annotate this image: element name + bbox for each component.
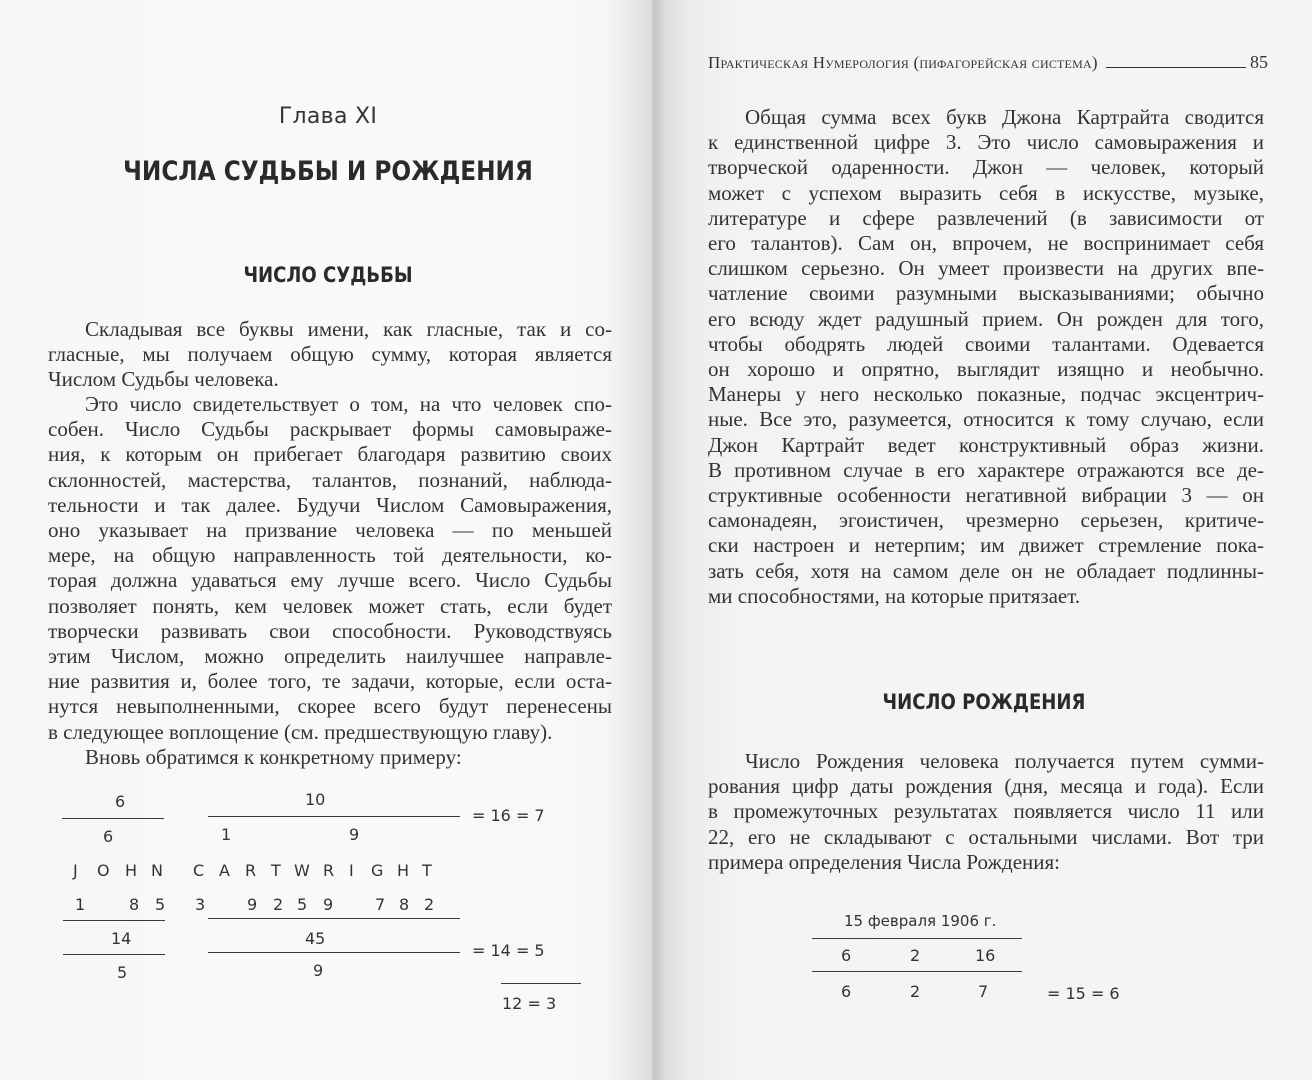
chapter-title: ЧИСЛА СУДЬБЫ И РОЖДЕНИЯ: [123, 156, 533, 187]
running-head: [708, 52, 1268, 73]
cartwright-letter: R: [323, 861, 335, 880]
text-line: торая должна удаваться ему лучше всего. Число Судьбы: [48, 568, 612, 593]
text-line: этим Числом, можно определить наилучшее направле-: [48, 644, 612, 669]
birth-result: = 15 = 6: [1047, 984, 1120, 1003]
divider-line: [501, 983, 581, 984]
cartwright-letter: A: [219, 861, 230, 880]
john-vowel-sum: 6: [115, 792, 126, 811]
cartwright-consonant-digit: 3: [195, 895, 206, 914]
total-result: 12 = 3: [502, 994, 557, 1013]
text-line: чатление своими разумными высказываниями; обычно: [708, 281, 1264, 306]
text-line: ски настроен и нетерпим; им движет стремление пока-: [708, 533, 1264, 558]
divider-line: [208, 918, 460, 919]
divider-line: [63, 920, 165, 921]
text-line: позволяет понять, кем человек может стать, если будет: [48, 593, 612, 618]
cartwright-letter: H: [397, 861, 410, 880]
text-line: Складывая все буквы имени, как гласные, так и со-: [85, 317, 612, 341]
divider-line: [63, 954, 165, 955]
text-line: может с успехом выразить себя в искусстве, музыке,: [708, 180, 1264, 205]
cartwright-letter: T: [422, 861, 432, 880]
text-line: в промежуточных результатах появляется число 11 или: [708, 799, 1264, 824]
text-line: ми способностями, на которые притязает.: [708, 583, 1081, 608]
cartwright-consonant-sum: 45: [305, 929, 326, 948]
text-line: 22, его не складывают с остальными числами. Вот три: [708, 824, 1264, 849]
cartwright-consonant-digit: 7: [375, 895, 386, 914]
text-line: структивные особенности негативной вибрации 3 — он: [708, 483, 1264, 508]
text-line: чтобы ободрять людей своими талантами. Одевается: [708, 331, 1264, 356]
text-line: Это число свидетельствует о том, на что человек спо-: [85, 392, 612, 416]
john-consonant-digit: 5: [155, 895, 166, 914]
text-line: гласные, мы получаем общую сумму, которая является: [48, 342, 612, 367]
cartwright-vowel-digit: 9: [349, 825, 360, 844]
text-line: Манеры у него несколько показные, подчас эксцентрич-: [708, 382, 1264, 407]
cartwright-consonant-digit: 2: [273, 895, 284, 914]
divider-line: [62, 818, 164, 819]
section-title-birth: ЧИСЛО РОЖДЕНИЯ: [882, 690, 1086, 714]
text-line: творческой одаренности. Джон — человек, который: [708, 155, 1264, 180]
text-line: оно указывает на призвание человека — по меньшей: [48, 518, 612, 543]
text-line: ние развития и, более того, те задачи, которые, если оста-: [48, 669, 612, 694]
text-line: литературе и сфере развлечений (в зависимости от: [708, 205, 1264, 230]
text-line: Джон Картрайт ведет конструктивный образ жизни.: [708, 432, 1264, 457]
text-line: Вновь обратимся к конкретному примеру:: [85, 745, 462, 769]
john-letter: O: [97, 861, 110, 880]
cartwright-letter: I: [349, 861, 354, 880]
text-line: к единственной цифре 3. Это число самовыражения и: [708, 130, 1264, 155]
running-head-title: Практическая Нумерология (пифагорейская система): [708, 53, 1098, 72]
birth-row1-value: 2: [910, 946, 921, 965]
cartwright-vowel-digit: 1: [221, 825, 232, 844]
birth-row2-value: 7: [978, 982, 989, 1001]
cartwright-letter: C: [193, 861, 205, 880]
text-line: в следующее воплощение (см. предшествующую главу).: [48, 719, 553, 744]
john-consonant-digit: 8: [129, 895, 140, 914]
text-line: ния, к которым он прибегает благодаря развитию своих: [48, 442, 612, 467]
cartwright-consonant-reduced: 9: [313, 961, 324, 980]
text-line: Общая сумма всех букв Джона Картрайта сводится: [745, 105, 1264, 129]
divider-line: [208, 952, 460, 953]
page-number: 85: [1250, 52, 1268, 72]
text-line: слишком серьезно. Он умеет произвести на других впе-: [708, 256, 1264, 281]
text-line: тельности и так далее. Будучи Числом Самовыражения,: [48, 492, 612, 517]
text-line: В противном случае в его характере отражаются все де-: [708, 457, 1264, 482]
birth-row2-value: 6: [841, 982, 852, 1001]
text-line: нутся невыполненными, скорее всего будут перенесены: [48, 694, 612, 719]
text-line: мере, на общую направленность той деятельности, ко-: [48, 543, 612, 568]
text-line: зать себя, хотя на самом деле он не обладает подлинны-: [708, 558, 1264, 583]
text-line: ные. Все это, разумеется, относится к тому случаю, если: [708, 407, 1264, 432]
text-line: он хорошо и опрятно, выглядит изящно и необычно.: [708, 357, 1264, 382]
consonants-result: = 14 = 5: [472, 941, 545, 960]
text-line: его всюду ждет радушный прием. Он рожден для того,: [708, 306, 1264, 331]
running-head-rule: [1106, 67, 1246, 68]
section-title-destiny: ЧИСЛО СУДЬБЫ: [243, 263, 413, 287]
book-gutter: [652, 0, 656, 1080]
cartwright-consonant-digit: 8: [399, 895, 410, 914]
text-line: самонадеян, эгоистичен, чрезмерно серьезен, критиче-: [708, 508, 1264, 533]
paragraph-example-interpretation: [708, 105, 1264, 609]
john-letter: N: [151, 861, 163, 880]
text-line: Число Рождения человека получается путем сумми-: [745, 749, 1264, 773]
birth-date: 15 февраля 1906 г.: [844, 912, 997, 930]
cartwright-consonant-digit: 9: [323, 895, 334, 914]
john-vowel-digit: 6: [103, 827, 114, 846]
john-consonant-sum: 14: [111, 929, 132, 948]
paragraph-birth-intro: [708, 749, 1264, 875]
birth-row1-value: 6: [841, 946, 852, 965]
cartwright-consonant-digit: 9: [247, 895, 258, 914]
text-line: рования цифр даты рождения (дня, месяца и года). Если: [708, 774, 1264, 799]
cartwright-letter: T: [271, 861, 281, 880]
john-letter: H: [125, 861, 138, 880]
text-line: примера определения Числа Рождения:: [708, 849, 1061, 874]
text-line: собен. Число Судьбы раскрывает формы самовыраже-: [48, 417, 612, 442]
john-letter: J: [73, 861, 78, 880]
vowels-result: = 16 = 7: [472, 806, 545, 825]
cartwright-letter: G: [371, 861, 384, 880]
divider-line: [208, 816, 460, 817]
cartwright-consonant-digit: 5: [297, 895, 308, 914]
birth-row2-value: 2: [910, 982, 921, 1001]
john-consonant-digit: 1: [75, 895, 86, 914]
cartwright-letter: W: [294, 861, 310, 880]
chapter-label: Глава XI: [278, 104, 378, 129]
cartwright-letter: R: [245, 861, 257, 880]
text-line: Числом Судьбы человека.: [48, 367, 279, 392]
text-line: склонностей, мастерства, талантов, познаний, наблюда-: [48, 467, 612, 492]
cartwright-vowel-sum: 10: [305, 790, 326, 809]
cartwright-consonant-digit: 2: [424, 895, 435, 914]
text-line: творчески развивать свои способности. Руководствуясь: [48, 618, 612, 643]
birth-row1-value: 16: [975, 946, 996, 965]
john-consonant-reduced: 5: [117, 963, 128, 982]
text-line: его талантов). Сам он, впрочем, не воспринимает себя: [708, 231, 1264, 256]
